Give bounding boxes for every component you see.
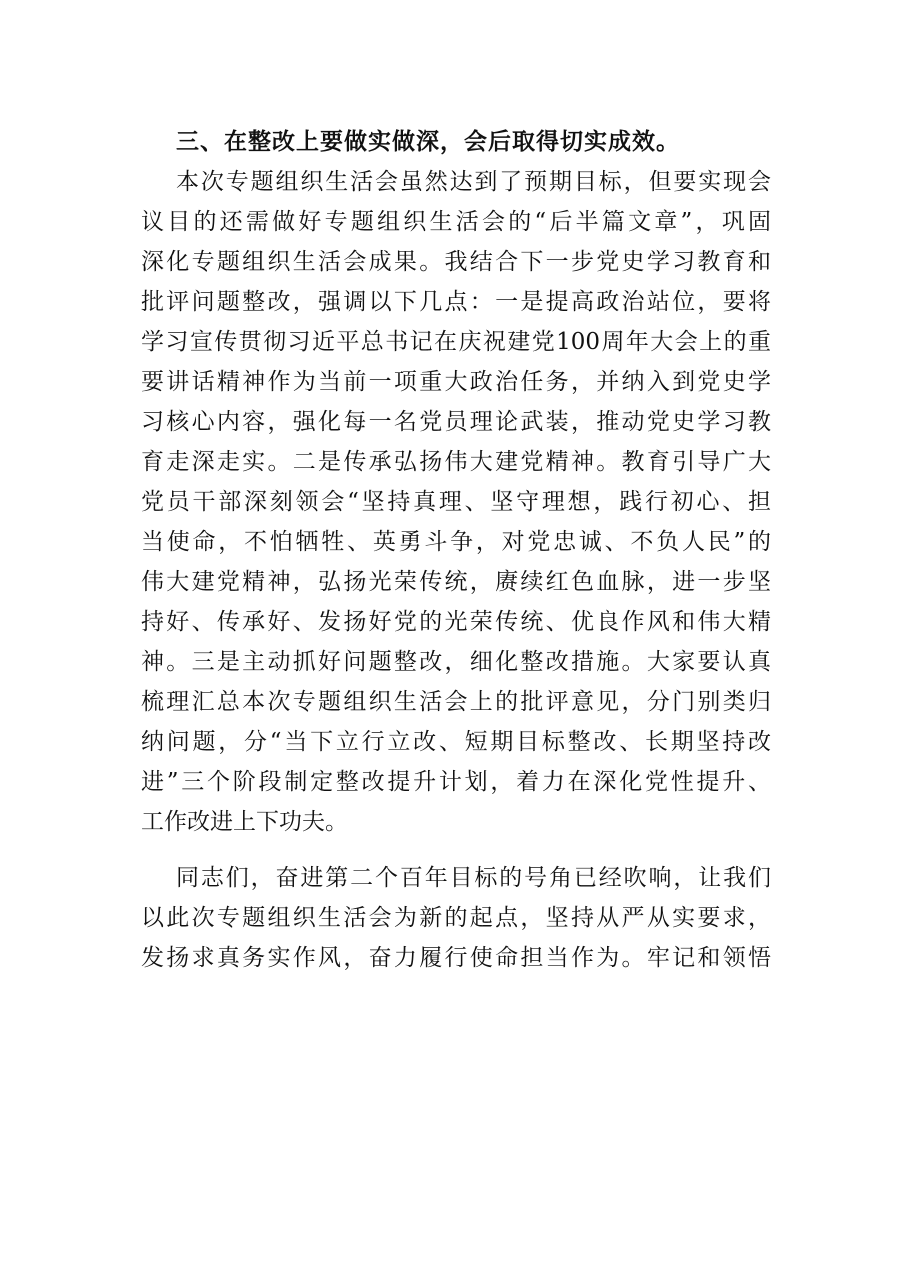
text-line: 同志们，奋进第二个百年目标的号角已经吹响，让我们 [176,865,771,891]
text-line: 批评问题整改，强调以下几点：一是提高政治站位，要将 [141,289,771,315]
text-line: 当使命，不怕牺牲、英勇斗争，对党忠诚、不负人民”的 [141,529,771,555]
text-line: 持好、传承好、发扬好党的光荣传统、优良作风和伟大精 [141,609,771,635]
text-line: 以此次专题组织生活会为新的起点，坚持从严从实要求， [141,905,771,931]
text-line: 伟大建党精神，弘扬光荣传统，赓续红色血脉，进一步坚 [141,569,771,595]
paragraph-rectification [141,162,771,842]
paragraph-closing [141,858,771,978]
text-line: 育走深走实。二是传承弘扬伟大建党精神。教育引导广大 [141,449,771,475]
text-line: 纳问题，分“当下立行立改、短期目标整改、长期坚持改 [141,729,771,755]
text-line: 学习宣传贯彻习近平总书记在庆祝建党100周年大会上的重 [141,329,771,355]
text-line: 习核心内容，强化每一名党员理论武装，推动党史学习教 [141,409,771,435]
section-heading: 三、在整改上要做实做深，会后取得切实成效。 [176,129,680,155]
text-line: 要讲话精神作为当前一项重大政治任务，并纳入到党史学 [141,369,771,395]
text-line: 本次专题组织生活会虽然达到了预期目标，但要实现会 [176,169,771,195]
paragraph-spacer [141,842,771,858]
text-line: 议目的还需做好专题组织生活会的“后半篇文章”，巩固 [141,209,771,235]
document-body [141,122,771,978]
text-line: 梳理汇总本次专题组织生活会上的批评意见，分门别类归 [141,689,771,715]
text-line: 发扬求真务实作风，奋力履行使命担当作为。牢记和领悟 [141,945,771,971]
text-line: 深化专题组织生活会成果。我结合下一步党史学习教育和 [141,249,771,275]
text-line: 工作改进上下功夫。 [141,809,348,835]
text-line: 党员干部深刻领会“坚持真理、坚守理想，践行初心、担 [141,489,771,515]
text-line: 神。三是主动抓好问题整改，细化整改措施。大家要认真 [141,649,771,675]
text-line: 进”三个阶段制定整改提升计划，着力在深化党性提升、 [141,769,771,795]
